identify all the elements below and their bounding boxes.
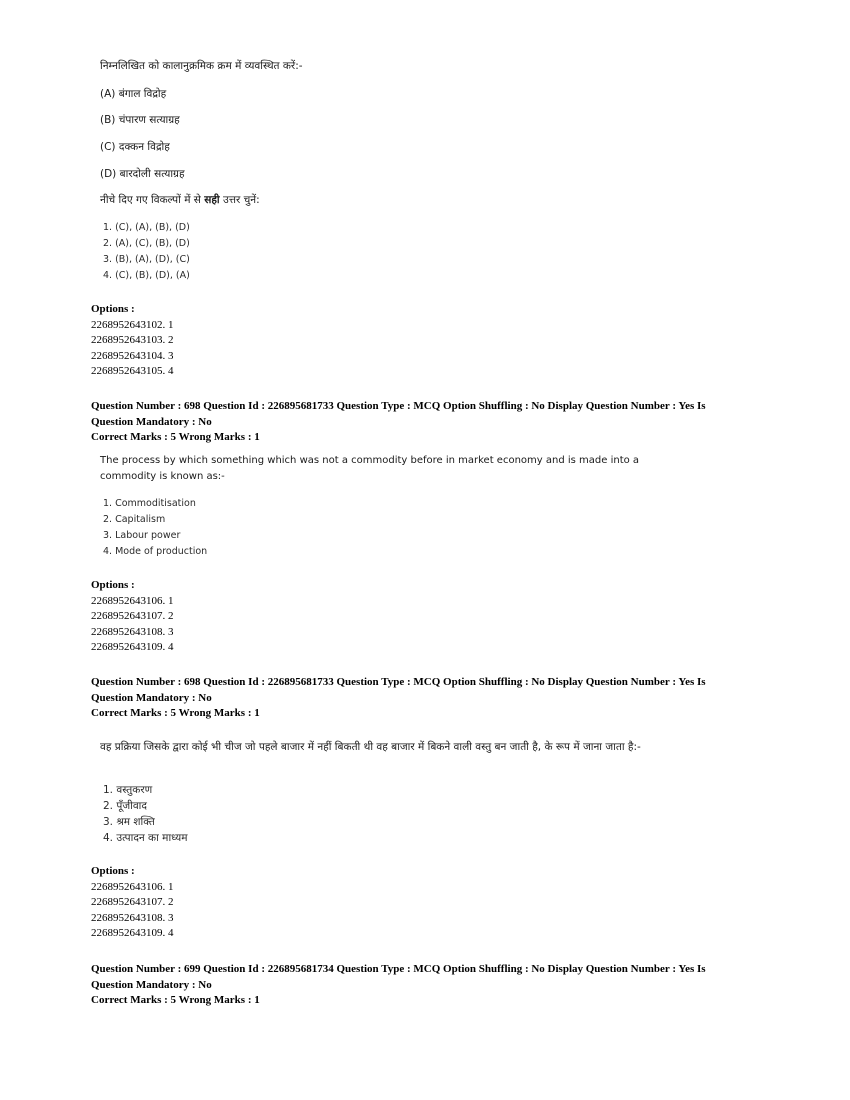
option-id: 2268952643107. 2 [91,896,174,908]
instruction-suffix: उत्तर चुनें: [219,194,260,206]
option-id: 2268952643109. 4 [91,641,174,653]
question-header [91,399,751,446]
question-marks: Correct Marks : 5 Wrong Marks : 1 [91,431,260,443]
option-id: 2268952643104. 3 [91,349,174,362]
question-prompt: The process by which something which was not a commodity before in market economy and is made into a commodity is known as:- [100,455,640,482]
option-id: 2268952643108. 3 [91,625,174,638]
choice-list [103,220,190,284]
instruction-emphasis: सही [204,194,220,206]
question-prompt: वह प्रक्रिया जिसके द्वारा कोई भी चीज जो पहले बाजार में नहीं बिकती थी वह बाजार में बिकने वाली वस्तु बन जाती है, के रूप में जाना जाता है:- [100,741,641,753]
choice-item: 4. उत्पादन का माध्यम [103,832,188,844]
choice-item: 3. श्रम शक्ति [103,816,155,828]
choice-item: 4. Mode of production [103,546,208,557]
question-header [91,962,751,1009]
question-meta: Question Number : 698 Question Id : 226895681733 Question Type : MCQ Option Shuffling : No Display Question Number : Yes Is Question Mandatory : No [91,400,706,428]
question-meta: Question Number : 699 Question Id : 226895681734 Question Type : MCQ Option Shuffling : No Display Question Number : Yes Is Question Mandatory : No [91,963,706,991]
question-prompt: निम्नलिखित को कालानुक्रमिक क्रम में व्यवस्थित करें:- [100,60,303,72]
options-block [91,578,751,656]
options-label: Options : [91,579,135,591]
question-meta: Question Number : 698 Question Id : 226895681733 Question Type : MCQ Option Shuffling : No Display Question Number : Yes Is Question Mandatory : No [91,676,706,704]
option-id: 2268952643106. 1 [91,880,174,893]
option-id: 2268952643102. 1 [91,318,174,331]
option-id: 2268952643106. 1 [91,594,174,607]
choice-list [103,496,207,560]
option-id: 2268952643109. 4 [91,927,174,939]
statement-b: (B) चंपारण सत्याग्रह [100,114,180,126]
choice-item: 2. Capitalism [103,514,166,525]
instruction-prefix: नीचे दिए गए विकल्पों में से [100,194,205,206]
choice-item: 3. Labour power [103,530,181,541]
choice-list [103,782,188,846]
options-block [91,302,751,380]
options-label: Options : [91,303,135,315]
question-instruction [100,193,260,207]
question-marks: Correct Marks : 5 Wrong Marks : 1 [91,707,260,719]
option-id: 2268952643107. 2 [91,610,174,622]
choice-item: 2. (A), (C), (B), (D) [103,238,190,249]
question-header [91,675,751,722]
option-id: 2268952643105. 4 [91,365,174,377]
statement-c: (C) दक्कन विद्रोह [100,141,170,153]
statement-d: (D) बारदोली सत्याग्रह [100,168,185,180]
choice-item: 1. (C), (A), (B), (D) [103,222,190,233]
option-id: 2268952643103. 2 [91,334,174,346]
options-label: Options : [91,865,135,877]
question-marks: Correct Marks : 5 Wrong Marks : 1 [91,994,260,1006]
statement-a: (A) बंगाल विद्रोह [100,88,167,100]
choice-item: 4. (C), (B), (D), (A) [103,270,190,281]
option-id: 2268952643108. 3 [91,911,174,924]
choice-item: 3. (B), (A), (D), (C) [103,254,190,265]
options-block [91,864,751,942]
choice-item: 1. Commoditisation [103,498,196,509]
choice-item: 2. पूँजीवाद [103,800,147,812]
choice-item: 1. वस्तुकरण [103,784,153,796]
